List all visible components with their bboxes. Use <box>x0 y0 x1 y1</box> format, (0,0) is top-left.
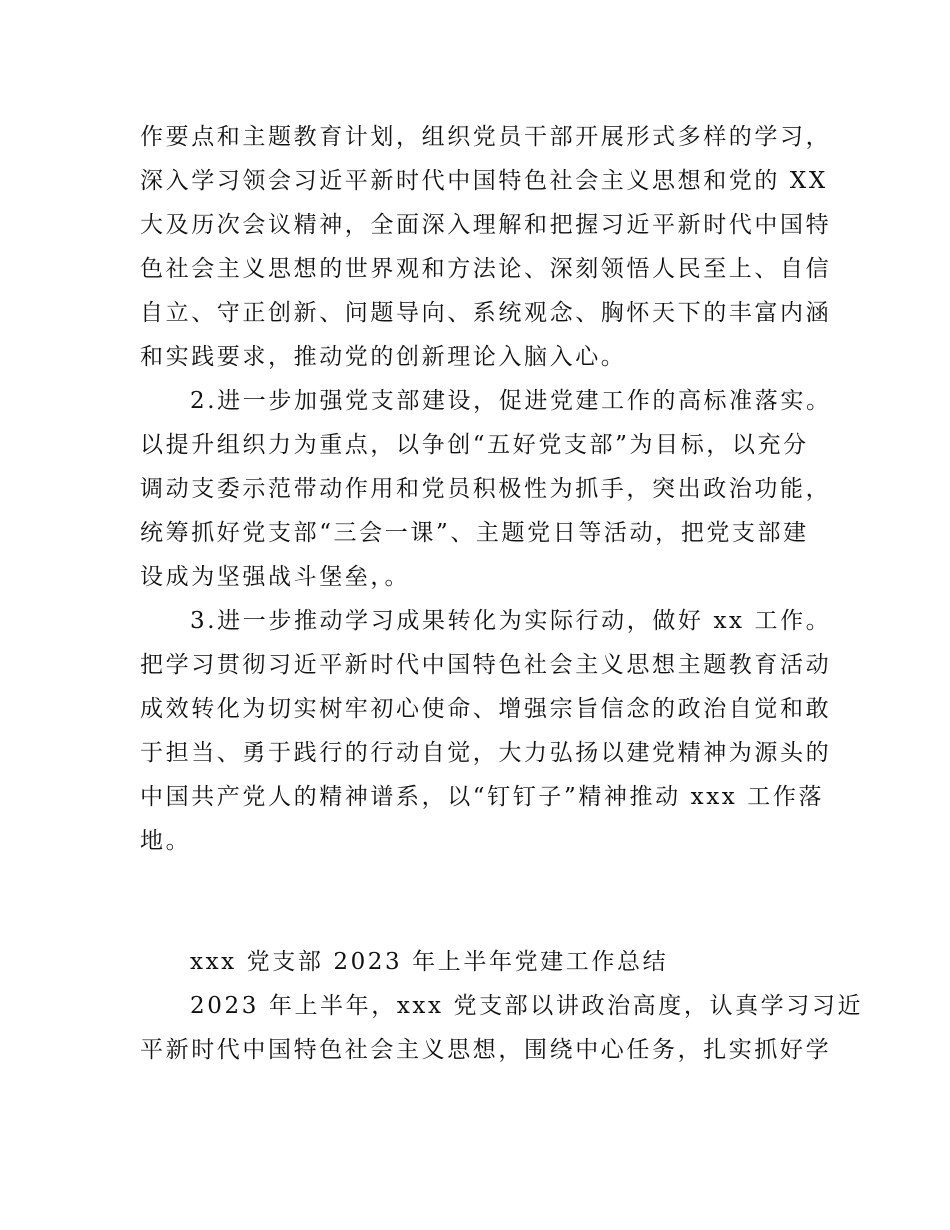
paragraph-line: 2023 年上半年，xxx 党支部以讲政治高度，认真学习习近 <box>190 993 864 1019</box>
paragraph-line: 自立、守正创新、问题导向、系统观念、胸怀天下的丰富内涵 <box>140 300 832 326</box>
paragraph-line: 深入学习领会习近平新时代中国特色社会主义思想和党的 XX <box>140 168 828 194</box>
intro-paragraph <box>140 984 864 1072</box>
paragraph-line: 地。 <box>140 828 192 854</box>
item-heading: 3.进一步推动学习成果转化为实际行动，做好 xx 工作。 <box>190 608 832 634</box>
paragraph-line: 把学习贯彻习近平新时代中国特色社会主义思想主题教育活动 <box>140 652 832 678</box>
paragraph-line: 以提升组织力为重点，以争创“五好党支部”为目标，以充分 <box>140 432 809 458</box>
continuation-paragraph <box>140 115 832 379</box>
paragraph-line: 设成为坚强战斗堡垒，。 <box>140 564 411 590</box>
item-3-paragraph <box>140 599 832 863</box>
paragraph-line: 统筹抓好党支部“三会一课”、主题党日等活动，把党支部建 <box>140 520 809 546</box>
paragraph-line: 成效转化为切实树牢初心使命、增强宗旨信念的政治自觉和敢 <box>140 696 832 722</box>
paragraph-line: 和实践要求，推动党的创新理论入脑入心。 <box>140 344 627 370</box>
item-2-paragraph <box>140 379 832 599</box>
paragraph-line: 色社会主义思想的世界观和方法论、深刻领悟人民至上、自信 <box>140 256 832 282</box>
item-heading: 2.进一步加强党支部建设，促进党建工作的高标准落实。 <box>190 388 832 414</box>
paragraph-line: 中国共产党人的精神谱系，以“钉钉子”精神推动 xxx 工作落 <box>140 784 825 810</box>
document-body-top <box>140 115 832 863</box>
paragraph-line: 于担当、勇于践行的行动自觉，大力弘扬以建党精神为源头的 <box>140 740 832 766</box>
paragraph-line: 作要点和主题教育计划，组织党员干部开展形式多样的学习， <box>140 124 832 150</box>
paragraph-line: 大及历次会议精神，全面深入理解和把握习近平新时代中国特 <box>140 212 832 238</box>
paragraph-line: 平新时代中国特色社会主义思想，围绕中心任务，扎实抓好学 <box>140 1037 832 1063</box>
document-body-bottom <box>140 940 864 1072</box>
section-title: xxx 党支部 2023 年上半年党建工作总结 <box>190 949 669 975</box>
paragraph-line: 调动支委示范带动作用和党员积极性为抓手，突出政治功能， <box>140 476 832 502</box>
